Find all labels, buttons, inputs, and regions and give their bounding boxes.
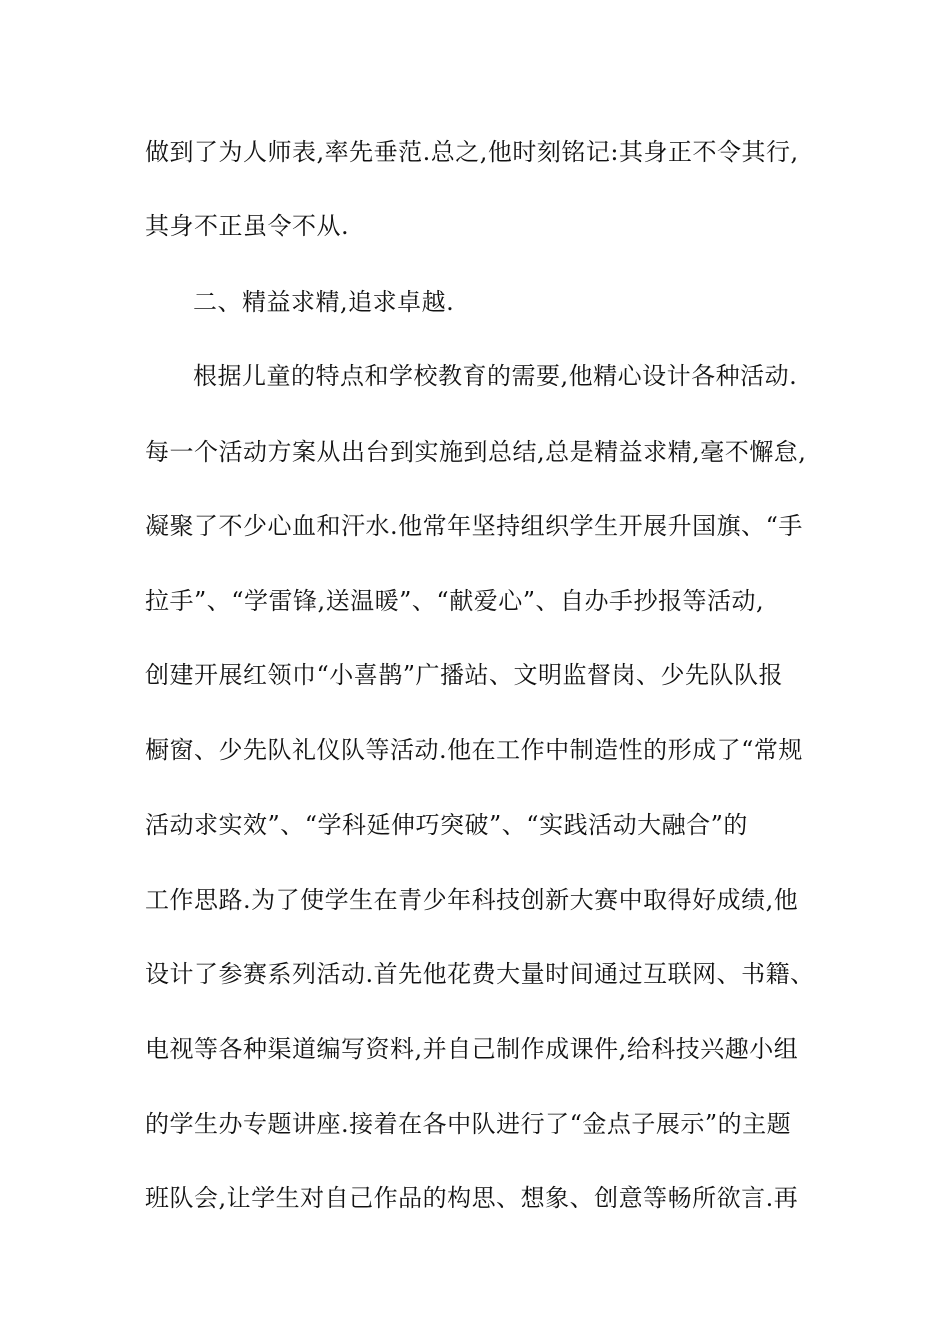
text-line: 做到了为人师表,率先垂范.总之,他时刻铭记:其身正不令其行,: [145, 138, 799, 166]
text-line: 创建开展红领巾“小喜鹊”广播站、文明监督岗、少先队队报: [145, 661, 784, 689]
text-line: 橱窗、少先队礼仪队等活动.他在工作中制造性的形成了“常规: [145, 736, 803, 764]
text-line: 根据儿童的特点和学校教育的需要,他精心设计各种活动.: [193, 362, 798, 390]
text-line: 其身不正虽令不从.: [145, 212, 350, 240]
text-line: 班队会,让学生对自己作品的构思、想象、创意等畅所欲言.再: [145, 1184, 799, 1212]
section-heading: 二、精益求精,追求卓越.: [193, 288, 455, 316]
text-line: 每一个活动方案从出台到实施到总结,总是精益求精,毫不懈怠,: [145, 438, 807, 466]
text-line: 活动求实效”、“学科延伸巧突破”、“实践活动大融合”的: [145, 811, 748, 839]
text-line: 设计了参赛系列活动.首先他花费大量时间通过互联网、书籍、: [145, 960, 815, 988]
text-line: 工作思路.为了使学生在青少年科技创新大赛中取得好成绩,他: [145, 886, 799, 914]
text-line: 拉手”、“学雷锋,送温暖”、“献爱心”、自办手抄报等活动,: [145, 587, 765, 615]
text-line: 的学生办专题讲座.接着在各中队进行了“金点子展示”的主题: [145, 1110, 792, 1138]
text-line: 凝聚了不少心血和汗水.他常年坚持组织学生开展升国旗、“手: [145, 512, 803, 540]
text-line: 电视等各种渠道编写资料,并自己制作成课件,给科技兴趣小组: [145, 1035, 799, 1063]
